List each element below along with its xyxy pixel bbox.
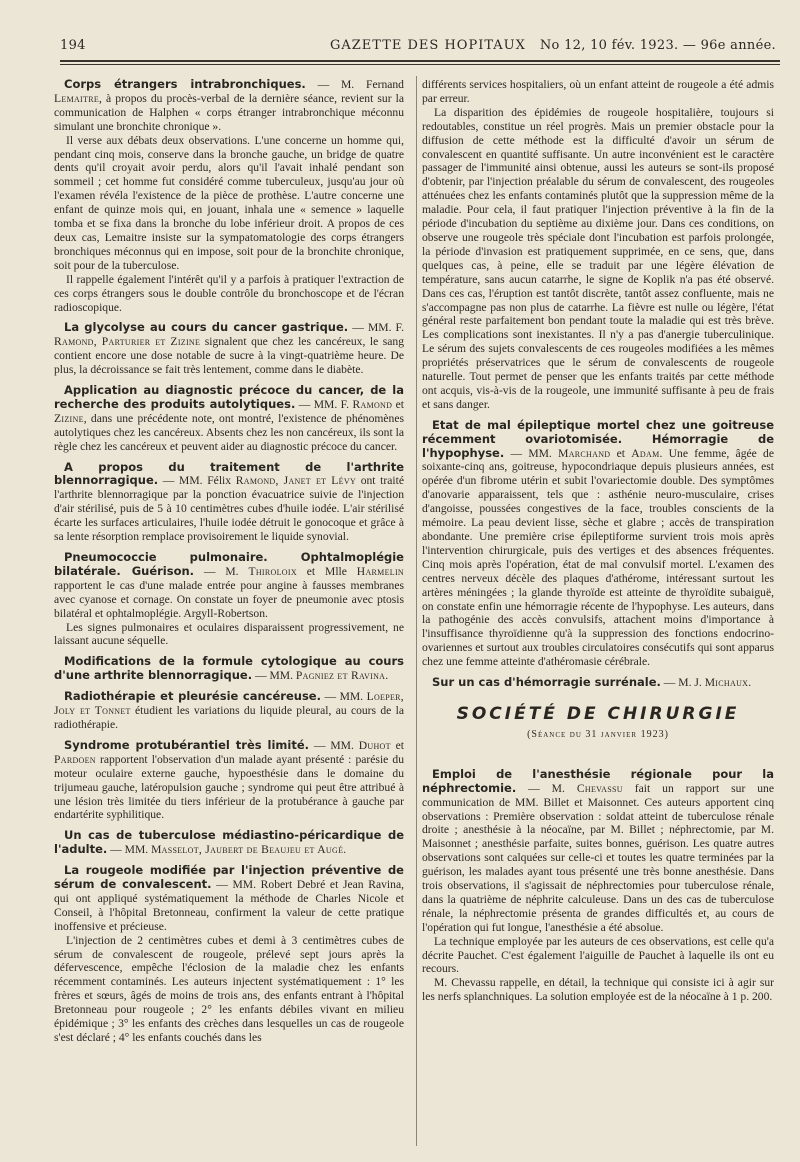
author: Ramond, Parturier et Zizine — [54, 335, 201, 349]
article-title: Syndrome protubérantiel très limité. — [64, 737, 310, 752]
author: Loeper, Joly et Tonnet — [54, 690, 405, 718]
article-paragraph: Un cas de tuberculose médiastino-péricardique de l'adulte. — MM. Masselot, Jaubert de Beaujeu et Augé. — [54, 828, 404, 857]
article-paragraph: Les signes pulmonaires et oculaires disparaissent progressivement, ne laissant aucune séquelle. — [54, 620, 404, 648]
article-paragraph: Radiothérapie et pleurésie cancéreuse. — MM. Loeper, Joly et Tonnet étudient les variations du liquide pleural, au cours de la radiothérapie. — [54, 689, 405, 731]
author: Pardoen — [54, 752, 96, 766]
article-paragraph: Sur un cas d'hémorragie surrénale. — M. J. Michaux. — [432, 675, 752, 690]
author: Marchand — [558, 446, 611, 460]
article-diagnostic-precoce — [54, 384, 404, 454]
page-header — [60, 38, 780, 58]
article-radiotherapie — [54, 690, 404, 732]
author: Lemaitre — [54, 91, 100, 105]
article-paragraph: Modifications de la formule cytologique au cours d'une arthrite blennorragique. — MM. Pagniez et Ravina. — [54, 654, 404, 683]
article-paragraph: La technique employée par les auteurs de ces observations, est celle qu'a décrite Pauchet. C'est également l'aiguille de Pauchet à laquelle ils ont eu recours. — [422, 934, 774, 976]
article-formule-cytologique — [54, 655, 404, 683]
article-title: Radiothérapie et pleurésie cancéreuse. — [64, 689, 321, 704]
author: Ramond, Janet et Lévy — [235, 474, 357, 488]
article-arthrite — [54, 461, 404, 544]
article-paragraph: Application au diagnostic précoce du cancer, de la recherche des produits autolytiques. — MM. F. Ramond et Zizine, dans une précédente note, ont montré, l'existence de phénomènes autolytiques chez les cancéreux. Absents chez les non cancéreux, ils sont la règle chez les cancéreux et peuvent aider au diagnostic précoce du cancer. — [54, 383, 404, 453]
article-title: Etat de mal épileptique mortel chez une goitreuse récemment ovariotomisée. Hémorragie de l'hypophyse. — [422, 417, 774, 460]
author: Michaux — [704, 676, 749, 690]
article-paragraph: A propos du traitement de l'arthrite blennorragique. — MM. Félix Ramond, Janet et Lévy ont traité l'arthrite blennorragique par la ponction évacuatrice suivie de l'injection d'air stérilisé, puis de 5 à 10 centimètres cubes d'huile iodée. L'air stérilisé écarte les surfaces articulaires, l'huile iodée détruit le gonocoque et grâce à sa lente résorption remplace provisoirement le liquide synovial. — [54, 459, 404, 544]
author: Masselot, Jaubert de Beaujeu et Augé — [151, 843, 344, 857]
author: Zizine — [54, 411, 84, 425]
article-title: Application au diagnostic précoce du cancer, de la recherche des produits autolytiques. — [54, 383, 404, 411]
article-title: Corps étrangers intrabronchiques. — [64, 77, 306, 91]
article-title: Sur un cas d'hémorragie surrénale. — [432, 675, 661, 690]
article-paragraph: M. Chevassu rappelle, en détail, la technique qui consiste ici à agir sur les nerfs splanchniques. La solution employée est de la néocaïne à 1 p. 200. — [422, 976, 774, 1004]
author: Thiroloix — [248, 564, 297, 578]
article-paragraph: La glycolyse au cours du cancer gastrique. — MM. F. Ramond, Parturier et Zizine signalent que chez les cancéreux, le sang contient encore une dose notable de sucre à la vingt-quatrième heure. De plus, la décroissance se fait très lentement, comme dans le diabète. — [54, 320, 404, 377]
session-date: (Séance du 31 janvier 1923) — [527, 728, 669, 740]
article-paragraph: Il rappelle également l'intérêt qu'il y a parfois à pratiquer l'extraction de ces corps étrangers sous le double contrôle du bronchoscope et de l'écran radioscopique. — [54, 272, 404, 314]
article-title: La rougeole modifiée par l'injection préventive de sérum de convalescent. — [54, 863, 404, 892]
article-paragraph: L'injection de 2 centimètres cubes et demi à 3 centimètres cubes de sérum de convalescent de rougeole, prélevé sept jours après la défervescence, empêche l'éclosion de la maladie chez les enfants récemment contaminés. Les auteurs injectent systématiquement : 1° les frères et sœurs, âgés de moins de trois ans, des enfants entrant à l'hôpital Bretonneau pour rougeole ; 2° les enfants débiles vivant en milieu épidémique ; 3° les enfants des crèches dans lesquelles un cas de rougeole s'est déclaré ; 4° les enfants couchés dans les — [54, 933, 404, 1044]
article-corps-etrangers — [54, 78, 404, 314]
page-number: 194 — [60, 38, 86, 53]
article-title: A propos du traitement de l'arthrite blennorragique. — [54, 459, 404, 488]
article-tuberculose-mediastino — [54, 829, 404, 857]
article-paragraph: Il verse aux débats deux observations. L'une concerne un homme qui, pendant cinq mois, conserve dans la bronche gauche, un bridge de quatre dents qu'il croyait avoir perdu, alors qu'il l'avait inhalé pendant son sommeil ; cet homme fut considéré comme tuberculeux, jusqu'au jour où l'examen révéla l'existence de la pièce de prothèse. L'autre concerne une enfant de quinze mois qui, en jouant, inhala une « semence » laquelle tomba et se fixa dans la bronche du lobe inférieur droit. A propos de ces deux cas, Lemaitre insiste sur la sympatomatologie des corps étrangers bronchiques méconnus qui en impose, soit pour de la bronchite chronique, soit pour de la tuberculose. — [54, 133, 404, 272]
article-paragraph: La disparition des épidémies de rougeole hospitalière, toujours si redoutables, constitue un réel progrès. Mais un premier obstacle pour la diffusion de cette méthode est la difficulté d'avoir un sérum de convalescent en quantité suffisante. Un autre inconvénient est le caractère passager de l'immunité ainsi obtenue, aussi les auteurs se sont-ils proposé d'obtenir, par l'injection préalable du sérum de convalescent, des rougeoles atténuées chez les enfants contaminés plutôt que la suppression même de la maladie. Pour cela, il faut pratiquer l'injection préventive à la fin de la période d'incubation du septième au dixième jour. Dans ces conditions, on observe une rougeole très spéciale dont l'incubation est parfois prolongée, la période d'invasion est pratiquement supprimée, en ce sens, que, dans quelques cas, à peine, elle se traduit par une légère élévation de température, sans aucun catarrhe, le signe de Koplik n'a pas été observé. Dans ces cas, l'éruption est tantôt discrète, tantôt assez confluente, mais ne s'accompagne pas non plus de catarrhe. La fièvre est nulle ou légère, l'état général reste parfaitement bon pendant toute la maladie qui est très brève. Les complications sont inexistantes. Il n'y a pas d'anergie tuberculinique. Le sérum des sujets convalescents de ces rougeoles modifiées a les mêmes propriétés préservatrices que le sérum de convalescents de rougeole naturelle. Tout permet de penser que les enfants traités par cette méthode ont acquis, vis-à-vis de la rougeole, une immunité suffisante à peu de frais et sans danger. — [422, 105, 774, 411]
article-hemorragie-surrenale — [422, 676, 774, 690]
article-title: Modifications de la formule cytologique au cours d'une arthrite blennorragique. — [54, 654, 404, 683]
section-heading: SOCIÉTÉ DE CHIRURGIE — [456, 703, 740, 724]
header-rule — [60, 60, 780, 62]
article-glycolyse — [54, 321, 404, 377]
article-etat-de-mal — [422, 419, 774, 669]
article-paragraph: différents services hospitaliers, où un enfant atteint de rougeole a été admis par erreur. — [422, 78, 774, 105]
article-paragraph: Emploi de l'anesthésie régionale pour la néphrectomie. — M. Chevassu fait un rapport sur une communication de MM. Billet et Maisonnet. Ces auteurs apportent cinq observations : Première observation : soldat atteint de tuberculose rénale droite ; anesthésie à la néocaïne, par M. Billet ; néphrectomie, par M. Maisonnet ; anesthésie parfaite, suites bonnes, guérison. Les quatre autres observations sont calquées sur celle-ci et toutes les quatre terminées par la guérison, les malades ayant tous présenté une très bonne anesthésie. Dans trois observations, il s'agissait de néphrectomies pour tuberculose rénale, dans la quatrième de néphrite calculeuse. Dans un des cas de tuberculose rénale, la néphrectomie présenta de grandes difficultés et, au cours de l'opération qui fut longue, l'anesthésie a été absolue. — [422, 766, 774, 934]
article-title: Emploi de l'anesthésie régionale pour la néphrectomie. — [422, 766, 774, 795]
article-title: Pneumococcie pulmonaire. Ophtalmoplégie bilatérale. Guérison. — [54, 550, 404, 578]
author: Ramond — [352, 397, 393, 411]
author: Adam — [631, 446, 660, 460]
article-paragraph: Etat de mal épileptique mortel chez une goitreuse récemment ovariotomisée. Hémorragie de l'hypophyse. — MM. Marchand et Adam. Une femme, âgée de soixante-cinq ans, goitreuse, hypocondriaque depuis plusieurs années, est opérée d'un fibrome utérin et subit l'ovariectomie double. Des symptômes d'anovarie apparaissent, tels que : asthénie neuro-musculaire, crises d'angoisse, poussées congestives de la face, troubles conscients de la mémoire. La peau devient lisse, sèche et glabre ; accès de transpiration abondante. Une première crise épileptiforme survient trois mois après l'intervention chirurgicale, puis des vertiges et des absences fréquentes. Cinq mois après l'opération, état de mal convulsif mortel. L'examen des centres nerveux décèle des plaques d'athérome, intéressant surtout les artères méningées ; la glande thyroïde est atteinte de thyroïdite subaiguë, on constate enfin une hémorragie récente de l'hypophyse. Les auteurs, dans la pathogénie des accès convulsifs, attachent moins d'importance à l'insuffisance thyroïdienne qu'à la suppression des fonctions endocrino-ovariennes et surtout aux troubles circulatoires consécutifs qui sont apparus chez une femme atteinte d'athéromasie cérébrale. — [422, 417, 774, 669]
author: Pagniez et Ravina — [295, 669, 386, 683]
article-paragraph: Pneumococcie pulmonaire. Ophtalmoplégie bilatérale. Guérison. — M. Thiroloix et Mlle Harmelin rapportent le cas d'une malade entrée pour angine à fausses membranes avec cyanose et cornage. On constate un foyer de pneumonie avec ptosis bilatéral et ophtalmoplégie. Argyll-Robertson. — [54, 550, 404, 620]
column-divider — [416, 76, 417, 1146]
article-syndrome-protuberantiel — [54, 739, 404, 822]
article-pneumococcie — [54, 551, 404, 648]
article-paragraph: Corps étrangers intrabronchiques. — M. Fernand Lemaitre, à propos du procès-verbal de la dernière séance, revient sur la communication de Halphen « corps étranger intrabronchique méconnu simulant une bronchite chronique ». — [54, 77, 404, 133]
article-title: Un cas de tuberculose médiastino-péricardique de l'adulte. — [54, 828, 404, 857]
issue-info: No 12, 10 fév. 1923. — 96e année. — [539, 38, 776, 53]
right-column — [422, 78, 774, 1011]
journal-title: GAZETTE DES HOPITAUX — [330, 38, 526, 53]
article-rougeole — [54, 864, 404, 1045]
article-anesthesie-regionale — [422, 768, 774, 1004]
article-paragraph: Syndrome protubérantiel très limité. — MM. Duhot et Pardoen rapportent l'observation d'un malade ayant présenté : parésie du moteur oculaire externe gauche, hypoesthésie dans le domaine du trijumeau gauche, latéropulsion gauche ; syndrome qui peut être attribué à une lésion très limitée du tiers inférieur de la protubérance à gauche par endartérite syphilitique. — [54, 737, 405, 822]
article-title: La glycolyse au cours du cancer gastrique. — [64, 320, 349, 335]
left-column — [54, 78, 404, 1052]
author: Harmelin — [356, 564, 404, 578]
author: Chevassu — [576, 781, 623, 795]
author: Duhot — [358, 738, 391, 752]
article-rougeole-continued — [422, 78, 774, 412]
article-paragraph: La rougeole modifiée par l'injection préventive de sérum de convalescent. — MM. Robert Debré et Jean Ravina, qui ont appliqué systématiquement la méthode de Charles Nicole et Conseil, à l'hôpital Bretonneau, confirment la valeur de cette pratique inoffensive et précieuse. — [54, 863, 404, 933]
header-rule-thin — [60, 64, 780, 65]
